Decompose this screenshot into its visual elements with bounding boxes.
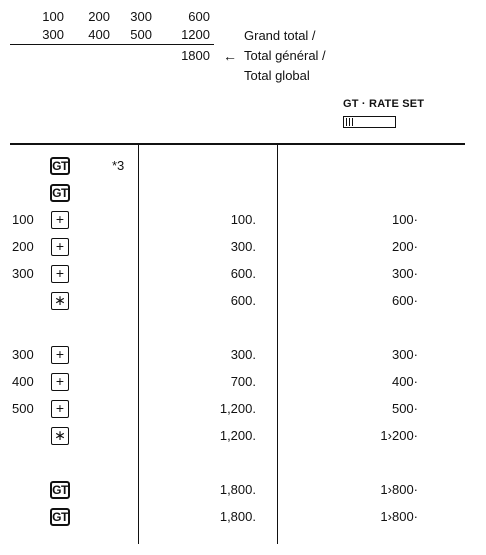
- display-value: 1,200.: [219, 428, 256, 443]
- switch-knob-icon: [346, 118, 353, 126]
- example-number: 200: [88, 9, 110, 24]
- display-value: 100.: [230, 212, 256, 227]
- sum-underline: [10, 44, 214, 45]
- print-value: 1›200·: [380, 428, 418, 443]
- display-value: 1,800.: [219, 482, 256, 497]
- entry-value: 100: [12, 212, 34, 227]
- arrow-left-icon: ←: [223, 48, 237, 64]
- entry-value: 300: [12, 347, 34, 362]
- example-number: 400: [88, 27, 110, 42]
- print-value: 1›800·: [380, 509, 418, 524]
- print-value: 1›800·: [380, 482, 418, 497]
- plus-key-icon: +: [51, 373, 69, 391]
- gt-key-icon: GT: [50, 508, 70, 526]
- footnote-mark: *3: [112, 158, 125, 173]
- gt-key-icon: GT: [50, 184, 70, 202]
- display-value: 1,800.: [219, 509, 256, 524]
- gt-key-icon: GT: [50, 157, 70, 175]
- example-number: 600: [188, 9, 210, 24]
- example-number: 100: [42, 9, 64, 24]
- display-value: 600.: [230, 293, 256, 308]
- example-number: 300: [42, 27, 64, 42]
- plus-key-icon: +: [51, 265, 69, 283]
- display-value: 1,200.: [219, 401, 256, 416]
- plus-key-icon: +: [51, 211, 69, 229]
- display-value: 300.: [230, 239, 256, 254]
- entry-value: 400: [12, 374, 34, 389]
- grand-total-label: Total global: [244, 68, 310, 83]
- switch-label: GT · RATE SET: [343, 98, 425, 110]
- example-number: 300: [130, 9, 152, 24]
- grand-total-label: Total général /: [244, 48, 326, 63]
- display-value: 600.: [230, 266, 256, 281]
- print-value: 300·: [391, 347, 418, 362]
- entry-value: 500: [12, 401, 34, 416]
- print-value: 400·: [391, 374, 418, 389]
- display-value: 700.: [230, 374, 256, 389]
- column-divider: [277, 144, 278, 544]
- column-divider: [138, 144, 139, 544]
- grand-total-label: Grand total /: [244, 28, 316, 43]
- switch-slot: [343, 116, 396, 128]
- print-value: 300·: [391, 266, 418, 281]
- gt-key-icon: GT: [50, 481, 70, 499]
- plus-key-icon: +: [51, 238, 69, 256]
- total-key-icon: ∗: [51, 292, 69, 310]
- print-value: 600·: [391, 293, 418, 308]
- example-total: 1800: [181, 48, 210, 63]
- print-value: 200·: [391, 239, 418, 254]
- table-top-rule: [10, 143, 465, 145]
- total-key-icon: ∗: [51, 427, 69, 445]
- print-value: 500·: [391, 401, 418, 416]
- entry-value: 300: [12, 266, 34, 281]
- plus-key-icon: +: [51, 400, 69, 418]
- example-number: 500: [130, 27, 152, 42]
- entry-value: 200: [12, 239, 34, 254]
- print-value: 100·: [391, 212, 418, 227]
- example-number: 1200: [181, 27, 210, 42]
- display-value: 300.: [230, 347, 256, 362]
- plus-key-icon: +: [51, 346, 69, 364]
